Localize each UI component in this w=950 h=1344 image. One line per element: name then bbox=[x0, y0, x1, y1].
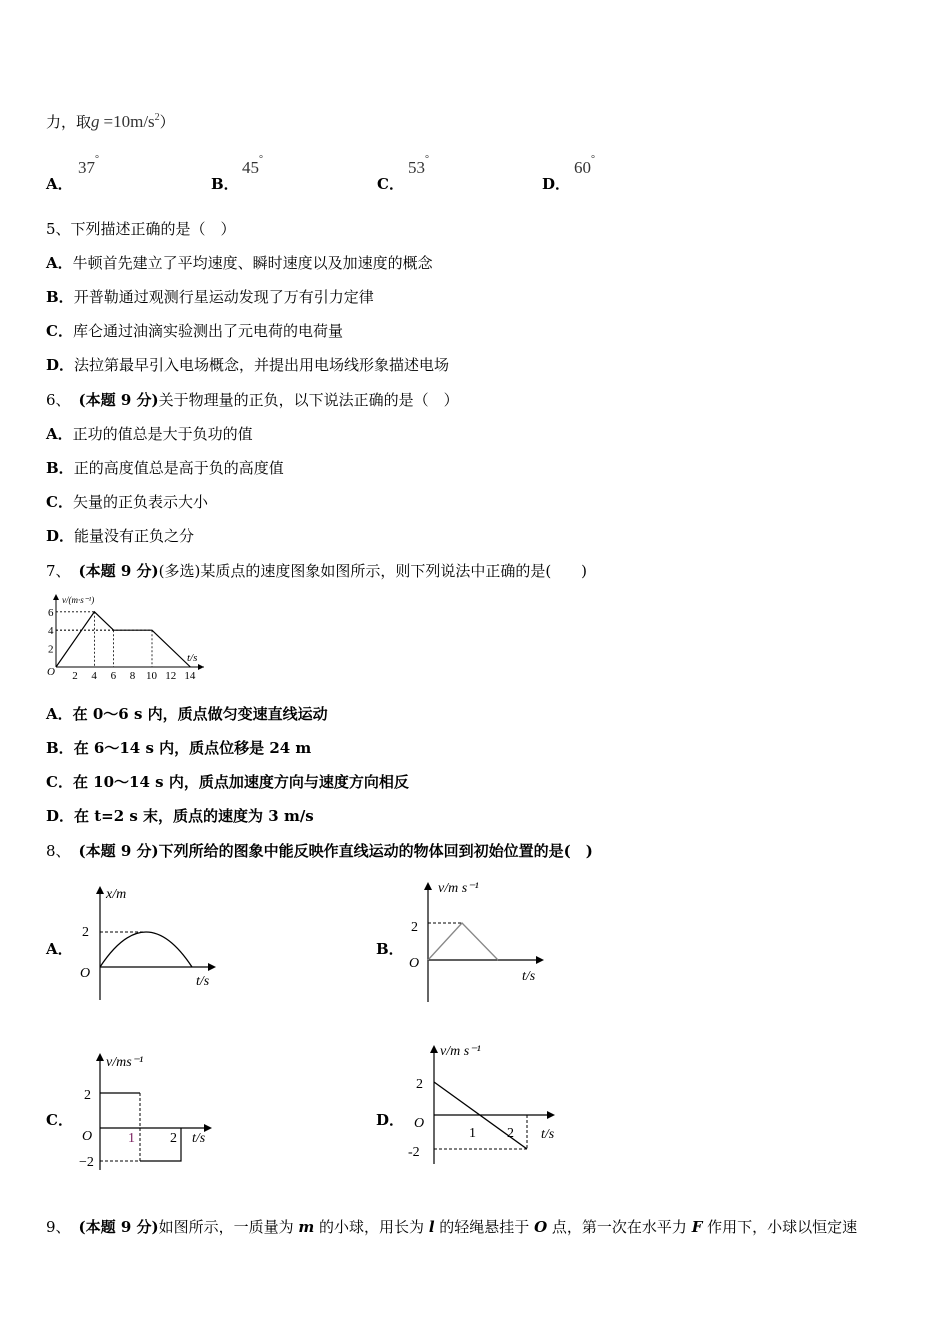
q8-graph-c bbox=[74, 1046, 224, 1172]
q4-option-c-label: C． bbox=[377, 175, 404, 193]
q7-xtick-label: 6 bbox=[110, 670, 117, 682]
q7-velocity-line bbox=[56, 612, 190, 667]
q6-option-a: A．正功的值总是大于负功的值 bbox=[46, 425, 253, 443]
q8a-xlabel: t/s bbox=[196, 974, 210, 989]
g-exponent: 2 bbox=[154, 112, 160, 123]
q8b-ylabel: v/m s⁻¹ bbox=[438, 881, 479, 896]
q7-xtick-label: 10 bbox=[146, 670, 157, 682]
q4-option-b-value: 45° bbox=[242, 154, 263, 177]
q5-option-a: A．牛顿首先建立了平均速度、瞬时速度以及加速度的概念 bbox=[46, 254, 433, 272]
q4-option-d-label: D． bbox=[542, 175, 571, 193]
q4-tail-line bbox=[46, 112, 175, 132]
q7-ytick-label: 4 bbox=[48, 625, 54, 638]
q8c-ylabel: v/ms⁻¹ bbox=[106, 1055, 144, 1070]
q7-xtick-label: 14 bbox=[184, 670, 196, 682]
q6-option-c: C．矢量的正负表示大小 bbox=[46, 493, 208, 511]
q8a-ytick: 2 bbox=[82, 925, 89, 940]
q7-y-arrow bbox=[53, 594, 59, 600]
q7-option-a: A．在 0～6 s 内，质点做匀变速直线运动 bbox=[46, 705, 328, 723]
q8a-curve bbox=[100, 932, 192, 967]
q8a-ylabel: x/m bbox=[106, 887, 127, 902]
q8b-origin: O bbox=[409, 956, 420, 971]
q4-prefix: 力，取 bbox=[46, 113, 92, 131]
q8-graph-d bbox=[404, 1038, 569, 1166]
q7-origin: O bbox=[47, 666, 55, 678]
q7-ytick-label: 2 bbox=[48, 643, 54, 656]
q5-stem: 5、下列描述正确的是（ ） bbox=[46, 220, 236, 238]
g-symbol: g bbox=[91, 112, 100, 131]
q7-ylabel: v/(m·s⁻¹) bbox=[62, 595, 95, 605]
q8d-ytick-neg: -2 bbox=[408, 1145, 420, 1160]
q8d-ylabel: v/m s⁻¹ bbox=[440, 1044, 481, 1059]
q8-option-d-label: D． bbox=[376, 1111, 405, 1129]
q8d-xtick-2: 2 bbox=[507, 1126, 514, 1141]
q7-xtick-label: 4 bbox=[91, 670, 97, 682]
g-value: =10m/s bbox=[103, 112, 155, 131]
q5-option-c: C．库仑通过油滴实验测出了元电荷的电荷量 bbox=[46, 322, 343, 340]
q4-option-d-value: 60° bbox=[574, 154, 595, 177]
q8d-xlabel: t/s bbox=[541, 1127, 555, 1142]
q8b-xlabel: t/s bbox=[522, 969, 536, 984]
q7-xtick-label: 12 bbox=[165, 670, 177, 682]
q8c-xlabel: t/s bbox=[192, 1131, 206, 1146]
q8-option-a-label: A． bbox=[46, 940, 73, 958]
q6-option-d: D．能量没有正负之分 bbox=[46, 527, 195, 545]
q5-option-b: B．开普勒通过观测行星运动发现了万有引力定律 bbox=[46, 288, 374, 306]
q8c-xtick-2: 2 bbox=[170, 1131, 177, 1146]
q8c-ytick-pos: 2 bbox=[84, 1088, 91, 1103]
q6-stem: 6、 (本题 9 分)关于物理量的正负，以下说法正确的是（ ） bbox=[46, 391, 459, 409]
q8c-xtick-1: 1 bbox=[128, 1131, 135, 1146]
q4-option-a-label: A． bbox=[46, 175, 73, 193]
q8c-ytick-neg: −2 bbox=[79, 1155, 94, 1170]
q7-option-c: C．在 10～14 s 内，质点加速度方向与速度方向相反 bbox=[46, 773, 409, 791]
q7-xtick-label: 2 bbox=[72, 670, 78, 682]
q5-option-d: D．法拉第最早引入电场概念，并提出用电场线形象描述电场 bbox=[46, 356, 450, 374]
q8-graph-a bbox=[70, 882, 230, 1007]
q4-suffix: ） bbox=[159, 113, 175, 131]
q8a-origin: O bbox=[80, 966, 91, 981]
q4-option-a-value: 37° bbox=[78, 154, 99, 177]
q7-stem: 7、 (本题 9 分)(多选)某质点的速度图象如图所示，则下列说法中正确的是( ) bbox=[46, 562, 588, 580]
q9-stem: 9、 (本题 9 分)如图所示，一质量为 m 的小球，用长为 l 的轻绳悬挂于 O 点，第一次在水平力 F 作用下，小球以恒定速 bbox=[46, 1218, 858, 1236]
q7-xtick-label: 8 bbox=[129, 670, 136, 682]
q4-option-b-label: B． bbox=[211, 175, 239, 193]
q8-option-c-label: C． bbox=[46, 1111, 73, 1129]
q4-option-c-value: 53° bbox=[408, 154, 429, 177]
q8-stem: 8、 (本题 9 分)下列所给的图象中能反映作直线运动的物体回到初始位置的是( ) bbox=[46, 842, 593, 860]
q7-option-b: B．在 6～14 s 内，质点位移是 24 m bbox=[46, 739, 312, 757]
q8b-triangle bbox=[428, 923, 498, 960]
q7-vt-chart bbox=[42, 590, 212, 685]
q8b-ytick: 2 bbox=[411, 920, 418, 935]
q8-graph-b bbox=[400, 874, 560, 1004]
q7-ytick-label: 6 bbox=[48, 606, 54, 619]
q7-option-d: D．在 t=2 s 末，质点的速度为 3 m/s bbox=[46, 807, 314, 825]
q8-option-b-label: B． bbox=[376, 940, 404, 958]
q8d-xtick-1: 1 bbox=[469, 1126, 476, 1141]
q7-xlabel: t/s bbox=[187, 652, 198, 664]
q8c-origin: O bbox=[82, 1129, 93, 1144]
q8d-origin: O bbox=[414, 1116, 425, 1131]
q6-option-b: B．正的高度值总是高于负的高度值 bbox=[46, 459, 284, 477]
q8d-ytick-pos: 2 bbox=[416, 1077, 423, 1092]
q7-x-arrow bbox=[198, 664, 204, 670]
